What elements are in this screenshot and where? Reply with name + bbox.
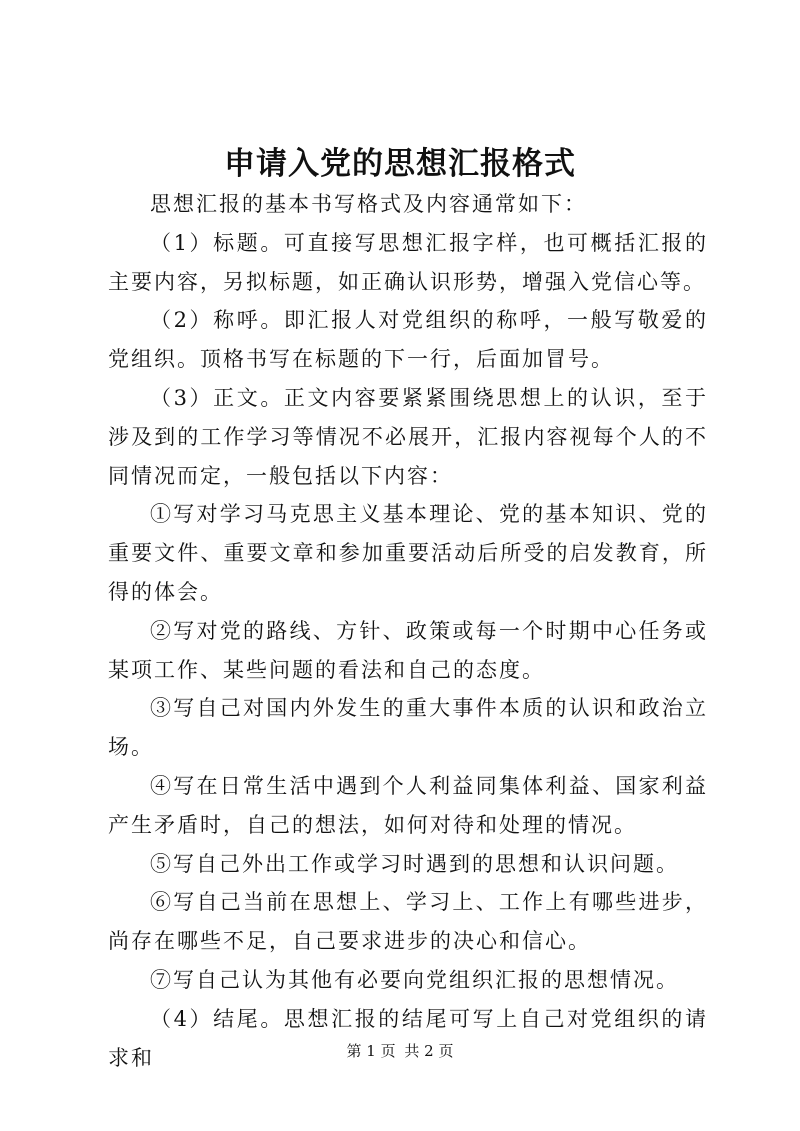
paragraph-title-section: （1）标题。可直接写思想汇报字样，也可概括汇报的主要内容，另拟标题，如正确认识形势，增强入党信心等。 (108, 230, 708, 294)
list-item-6: ⑥写自己当前在思想上、学习上、工作上有哪些进步，尚存在哪些不足，自己要求进步的决心和信心。 (108, 890, 708, 954)
document-body (108, 185, 708, 1077)
total-pages: 共 2 页 (404, 1042, 454, 1060)
paragraph-body-section: （3）正文。正文内容要紧紧围绕思想上的认识，至于涉及到的工作学习等情况不必展开，汇报内容视每个人的不同情况而定，一般包括以下内容： (108, 385, 708, 488)
list-item-4: ④写在日常生活中遇到个人利益同集体利益、国家利益产生矛盾时，自己的想法，如何对待和处理的情况。 (108, 773, 708, 837)
paragraph-closing-section: （4）结尾。思想汇报的结尾可写上自己对党组织的请求和 (108, 1006, 708, 1070)
document-title: 申请入党的思想汇报格式 (224, 146, 576, 182)
list-item-7: ⑦写自己认为其他有必要向党组织汇报的思想情况。 (150, 967, 679, 992)
list-item-2: ②写对党的路线、方针、政策或每一个时期中心任务或某项工作、某些问题的看法和自己的态度。 (108, 618, 708, 682)
paragraph-salutation-section: （2）称呼。即汇报人对党组织的称呼，一般写敬爱的党组织。顶格书写在标题的下一行，后面加冒号。 (108, 308, 708, 372)
list-item-1: ①写对学习马克思主义基本理论、党的基本知识、党的重要文件、重要文章和参加重要活动后所受的启发教育，所得的体会。 (108, 502, 708, 604)
page-number: 第 1 页 (346, 1042, 396, 1060)
list-item-3: ③写自己对国内外发生的重大事件本质的认识和政治立场。 (108, 696, 708, 760)
page-footer (0, 1041, 800, 1061)
paragraph-intro: 思想汇报的基本书写格式及内容通常如下： (150, 192, 587, 216)
list-item-5: ⑤写自己外出工作或学习时遇到的思想和认识问题。 (150, 851, 679, 876)
